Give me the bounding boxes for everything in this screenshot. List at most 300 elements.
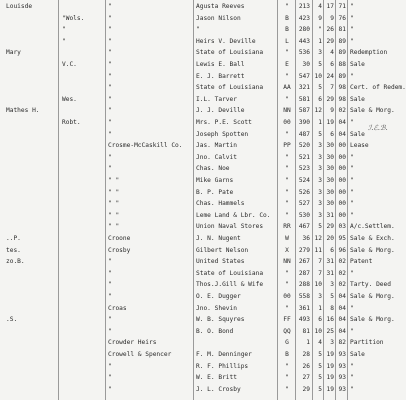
book-letter: L xyxy=(285,37,289,45)
year: 02 xyxy=(338,281,346,289)
year: 88 xyxy=(338,61,346,68)
page-number: 443 xyxy=(298,37,310,45)
book-letter: " xyxy=(285,130,289,138)
grantee-name: Jas. Martin xyxy=(196,142,237,150)
instrument-type: " xyxy=(350,385,354,393)
page-number: 26 xyxy=(302,362,310,370)
book-letter: B xyxy=(285,351,289,358)
day: 19 xyxy=(326,362,334,370)
ledger-row xyxy=(0,175,400,186)
ledger-row xyxy=(0,291,400,302)
grantor-surname: " xyxy=(108,316,112,324)
ledger-row xyxy=(0,129,400,140)
page-number: 526 xyxy=(298,188,310,196)
instrument-type: Sale xyxy=(350,130,365,138)
book-letter: " xyxy=(285,165,289,173)
year: 93 xyxy=(338,374,346,382)
grantor-surname: " xyxy=(108,14,112,22)
book-letter: " xyxy=(285,281,289,289)
month: 12 xyxy=(314,107,322,115)
month: 3 xyxy=(318,153,322,161)
year: 98 xyxy=(338,95,346,103)
month: 3 xyxy=(318,142,322,150)
ledger-row xyxy=(0,71,400,82)
year: 03 xyxy=(338,223,346,231)
grantor-surname: " xyxy=(108,130,112,138)
grantor-surname: " " xyxy=(108,188,120,196)
year: 89 xyxy=(338,37,346,45)
grantee-name: Joseph Spotten xyxy=(196,130,249,138)
ledger-row xyxy=(0,361,400,372)
page-number: 524 xyxy=(298,177,310,184)
grantee-name: State of Louisiana xyxy=(196,269,264,277)
month: 5 xyxy=(318,374,322,382)
book-letter: " xyxy=(285,95,289,103)
grantee-name: Chas. Noe xyxy=(196,165,230,173)
grantor-surname: " xyxy=(108,153,112,161)
year: 04 xyxy=(338,293,346,300)
year: 76 xyxy=(338,14,346,22)
day: 24 xyxy=(326,72,334,80)
month: 6 xyxy=(318,95,322,103)
grantor-surname: " xyxy=(108,3,112,10)
day: 20 xyxy=(326,235,334,242)
day: 6 xyxy=(330,246,334,254)
grantor-surname: " xyxy=(108,258,112,266)
book-letter: " xyxy=(285,188,289,196)
grantor-surname: Croas xyxy=(108,304,127,312)
grantor-surname: Crosby xyxy=(108,246,131,254)
grantor-surname: " xyxy=(108,119,112,126)
page-number: 523 xyxy=(298,165,310,173)
year: 82 xyxy=(338,339,346,347)
day: 6 xyxy=(330,61,334,68)
year: 00 xyxy=(338,188,346,196)
instrument-type: A/c.Settlem. xyxy=(350,223,395,231)
day: 29 xyxy=(326,37,334,45)
year: 00 xyxy=(338,211,346,219)
month: " xyxy=(318,26,322,34)
month: 10 xyxy=(314,72,322,80)
book-letter: NN xyxy=(283,258,291,266)
year: 04 xyxy=(338,316,346,324)
page-number: 1 xyxy=(306,339,310,347)
book-letter: AA xyxy=(283,84,291,92)
day: 31 xyxy=(326,211,334,219)
grantor-given-name: tes. xyxy=(6,246,21,254)
day: 3 xyxy=(330,281,334,289)
day: 29 xyxy=(326,223,334,231)
month: 10 xyxy=(314,327,322,335)
month: 5 xyxy=(318,351,322,358)
ledger-row xyxy=(0,349,400,360)
instrument-type: " xyxy=(350,153,354,161)
instrument-type: " xyxy=(350,374,354,382)
grantor-middle: Wes. xyxy=(62,95,77,103)
grantor-surname: " xyxy=(108,84,112,92)
month: 5 xyxy=(318,130,322,138)
ledger-row xyxy=(0,337,400,348)
ledger-row xyxy=(0,24,400,35)
grantor-given-name: .S. xyxy=(6,316,18,324)
book-letter: RR xyxy=(283,223,291,231)
book-letter: B xyxy=(285,14,289,22)
instrument-type: " xyxy=(350,269,354,277)
grantee-name: State of Louisiana xyxy=(196,84,264,92)
instrument-type: " xyxy=(350,26,354,34)
month: 5 xyxy=(318,61,322,68)
grantee-name: " xyxy=(196,26,200,34)
book-letter: PP xyxy=(283,142,291,150)
instrument-type: Sale xyxy=(350,61,365,68)
year: 00 xyxy=(338,142,346,150)
page-number: 423 xyxy=(298,14,310,22)
day: 19 xyxy=(326,119,334,126)
ledger-row xyxy=(0,198,400,209)
month: 4 xyxy=(318,339,322,347)
page-number: 28 xyxy=(302,351,310,358)
day: 5 xyxy=(330,293,334,300)
grantee-name: Agusta Reeves xyxy=(196,3,245,10)
book-letter: G xyxy=(285,339,289,347)
grantee-name: State of Louisiana xyxy=(196,49,264,57)
ledger-row xyxy=(0,163,400,174)
grantor-surname: " " xyxy=(108,177,120,184)
instrument-type: " xyxy=(350,72,354,80)
year: 02 xyxy=(338,269,346,277)
year: 93 xyxy=(338,385,346,393)
grantor-middle: V.C. xyxy=(62,61,77,68)
grantor-surname: " xyxy=(108,362,112,370)
grantor-given-name: zo.B. xyxy=(6,258,25,266)
page-number: 279 xyxy=(298,246,310,254)
ledger-row xyxy=(0,47,400,58)
instrument-type: " xyxy=(350,200,354,208)
grantee-name: United States xyxy=(196,258,245,266)
page-number: 390 xyxy=(298,119,310,126)
instrument-type: " xyxy=(350,188,354,196)
ledger-row xyxy=(0,303,400,314)
day: 31 xyxy=(326,269,334,277)
instrument-type: " xyxy=(350,362,354,370)
month: 3 xyxy=(318,293,322,300)
grantee-name: J. J. Deville xyxy=(196,107,245,115)
ledger-row xyxy=(0,256,400,267)
day: 30 xyxy=(326,153,334,161)
grantee-name: Leme Land & Lbr. Co. xyxy=(196,211,271,219)
grantor-surname: " xyxy=(108,385,112,393)
book-letter: " xyxy=(285,374,289,382)
book-letter: " xyxy=(285,385,289,393)
page-number: 287 xyxy=(298,269,310,277)
book-letter: " xyxy=(285,269,289,277)
month: 1 xyxy=(318,37,322,45)
book-letter: 00 xyxy=(283,119,291,126)
grantee-name: Chas. Hammels xyxy=(196,200,245,208)
year: 04 xyxy=(338,130,346,138)
ledger-row xyxy=(0,13,400,24)
day: 7 xyxy=(330,84,334,92)
ledger-row xyxy=(0,1,400,12)
grantor-surname: " " xyxy=(108,200,120,208)
grantee-name: R. F. Phillips xyxy=(196,362,249,370)
grantor-surname: Croone xyxy=(108,235,131,242)
month: 3 xyxy=(318,49,322,57)
instrument-type: " xyxy=(350,327,354,335)
ledger-row xyxy=(0,372,400,383)
ledger-row xyxy=(0,326,400,337)
book-letter: " xyxy=(285,177,289,184)
day: 30 xyxy=(326,177,334,184)
page-number: 288 xyxy=(298,281,310,289)
instrument-type: " xyxy=(350,37,354,45)
instrument-type: Partition xyxy=(350,339,384,347)
grantor-surname: " xyxy=(108,327,112,335)
grantee-name: J. N. Nugent xyxy=(196,235,241,242)
month: 4 xyxy=(318,3,322,10)
year: 02 xyxy=(338,258,346,266)
grantee-name: Jason Nilson xyxy=(196,14,241,22)
grantor-given-name: ..P. xyxy=(6,235,21,242)
page-number: 467 xyxy=(298,223,310,231)
year: 71 xyxy=(338,3,346,10)
day: 16 xyxy=(326,316,334,324)
ledger-row xyxy=(0,210,400,221)
book-letter: X xyxy=(285,246,289,254)
day: 9 xyxy=(330,14,334,22)
instrument-type: " xyxy=(350,3,354,10)
grantor-surname: " xyxy=(108,95,112,103)
book-letter: QQ xyxy=(283,327,291,335)
grantor-surname: " xyxy=(108,293,112,300)
ledger-row xyxy=(0,279,400,290)
ledger-row xyxy=(0,221,400,232)
instrument-type: Sale & Morg. xyxy=(350,246,395,254)
grantor-surname: " " xyxy=(108,223,120,231)
year: 98 xyxy=(338,84,346,92)
day: 8 xyxy=(330,304,334,312)
grantor-surname: " xyxy=(108,107,112,115)
month: 11 xyxy=(314,246,322,254)
page-number: 213 xyxy=(298,3,310,10)
ledger-row xyxy=(0,245,400,256)
instrument-type: Sale & Morg. xyxy=(350,316,395,324)
month: 7 xyxy=(318,269,322,277)
page-number: 81 xyxy=(302,327,310,335)
grantee-name: B. P. Pate xyxy=(196,188,234,196)
year: 04 xyxy=(338,327,346,335)
page-number: 280 xyxy=(298,26,310,34)
grantor-surname: " xyxy=(108,269,112,277)
grantor-surname: Crowder Heirs xyxy=(108,339,157,347)
book-letter: " xyxy=(285,153,289,161)
month: 6 xyxy=(318,316,322,324)
instrument-type: " xyxy=(350,211,354,219)
grantee-name: Mike Garns xyxy=(196,177,234,184)
month: 12 xyxy=(314,235,322,242)
day: 30 xyxy=(326,142,334,150)
page-number: 30 xyxy=(302,61,310,68)
page-number: 581 xyxy=(298,95,310,103)
page-number: 493 xyxy=(298,316,310,324)
grantor-middle: " xyxy=(62,26,66,34)
month: 7 xyxy=(318,258,322,266)
page-number: 267 xyxy=(298,258,310,266)
page-number: 547 xyxy=(298,72,310,80)
page-number: 587 xyxy=(298,107,310,115)
grantor-given-name: Mathes H. xyxy=(6,107,40,115)
page-number: 487 xyxy=(298,130,310,138)
grantor-given-name: Louisde xyxy=(6,3,33,10)
grantee-name: F. M. Denninger xyxy=(196,351,252,358)
ledger-row xyxy=(0,314,400,325)
grantee-name: Lewis E. Ball xyxy=(196,61,245,68)
page-number: 361 xyxy=(298,304,310,312)
book-letter: W xyxy=(285,235,289,242)
grantee-name: W. B. Squyres xyxy=(196,316,245,324)
grantee-name: Thos.J.Gill & Wife xyxy=(196,281,264,289)
grantor-surname: " xyxy=(108,72,112,80)
ledger-row xyxy=(0,140,400,151)
year: 04 xyxy=(338,304,346,312)
year: 93 xyxy=(338,351,346,358)
ledger-row xyxy=(0,233,400,244)
month: 3 xyxy=(318,211,322,219)
book-letter: " xyxy=(285,211,289,219)
grantor-surname: " xyxy=(108,49,112,57)
book-letter: " xyxy=(285,49,289,57)
day: 19 xyxy=(326,374,334,382)
year: 81 xyxy=(338,26,346,34)
grantee-name: J. L. Crosby xyxy=(196,385,241,393)
day: 4 xyxy=(330,49,334,57)
page-number: 536 xyxy=(298,49,310,57)
instrument-type: Lease xyxy=(350,142,369,150)
grantor-surname: " xyxy=(108,165,112,173)
page-number: 27 xyxy=(302,374,310,382)
ledger-row xyxy=(0,268,400,279)
page-number: 527 xyxy=(298,200,310,208)
ledger-row xyxy=(0,152,400,163)
year: 93 xyxy=(338,362,346,370)
page-number: 558 xyxy=(298,293,310,300)
year: 02 xyxy=(338,107,346,115)
page-number: 36 xyxy=(302,235,310,242)
page-number: 29 xyxy=(302,385,310,393)
day: 3 xyxy=(330,339,334,347)
grantee-name: E. J. Barrett xyxy=(196,72,245,80)
instrument-type: " xyxy=(350,304,354,312)
book-letter: B xyxy=(285,26,289,34)
book-letter: FF xyxy=(283,316,291,324)
grantor-surname: " xyxy=(108,374,112,382)
day: 25 xyxy=(326,327,334,335)
ledger-row xyxy=(0,384,400,395)
instrument-type: Tarty. Deed xyxy=(350,281,391,289)
ledger-row xyxy=(0,117,400,128)
handwritten-mark: ℐ.ℰ.ℬ. xyxy=(368,124,388,132)
page-number: 321 xyxy=(298,84,310,92)
grantor-surname: " xyxy=(108,61,112,68)
day: 30 xyxy=(326,200,334,208)
year: 89 xyxy=(338,49,346,57)
instrument-type: " xyxy=(350,177,354,184)
month: 3 xyxy=(318,188,322,196)
grantee-name: Jno. Shevin xyxy=(196,304,237,312)
instrument-type: " xyxy=(350,165,354,173)
instrument-type: Patent xyxy=(350,258,373,266)
year: 89 xyxy=(338,72,346,80)
grantor-surname: Crowell & Spencer xyxy=(108,351,172,358)
grantee-name: Gilbert Nelson xyxy=(196,246,249,254)
instrument-type: Redemption xyxy=(350,49,388,57)
instrument-type: " xyxy=(350,14,354,22)
grantee-name: O. E. Dugger xyxy=(196,293,241,300)
grantor-surname: " " xyxy=(108,211,120,219)
book-letter: 00 xyxy=(283,293,291,300)
ledger-row xyxy=(0,82,406,93)
instrument-type: Sale & Morg. xyxy=(350,293,395,300)
month: 3 xyxy=(318,200,322,208)
ledger-row xyxy=(0,59,400,70)
day: 26 xyxy=(326,26,334,34)
grantor-surname: " xyxy=(108,26,112,34)
grantee-name: B. O. Bond xyxy=(196,327,234,335)
month: 5 xyxy=(318,385,322,393)
book-letter: " xyxy=(285,72,289,80)
grantor-surname: " xyxy=(108,37,112,45)
page-number: 521 xyxy=(298,153,310,161)
day: 17 xyxy=(326,3,334,10)
grantor-middle: Robt. xyxy=(62,119,81,126)
day: 30 xyxy=(326,188,334,196)
grantee-name: Heirs V. Deville xyxy=(196,37,256,45)
instrument-type: Sale xyxy=(350,95,365,103)
day: 9 xyxy=(330,107,334,115)
grantor-surname: Crosme-McCaskill Co. xyxy=(108,142,183,150)
day: 19 xyxy=(326,351,334,358)
book-letter: NN xyxy=(283,107,291,115)
year: 95 xyxy=(338,235,346,242)
grantor-middle: "Wols. xyxy=(62,14,85,22)
day: 29 xyxy=(326,95,334,103)
instrument-type: Cert. of Redem. xyxy=(350,84,406,92)
grantor-given-name: Mary xyxy=(6,49,21,57)
page-number: 520 xyxy=(298,142,310,150)
grantee-name: I.L. Tarver xyxy=(196,95,237,103)
day: 6 xyxy=(330,130,334,138)
year: 00 xyxy=(338,200,346,208)
instrument-type: Sale & Exch. xyxy=(350,235,395,242)
month: 3 xyxy=(318,165,322,173)
book-letter: " xyxy=(285,3,289,10)
book-letter: " xyxy=(285,362,289,370)
month: 3 xyxy=(318,177,322,184)
grantee-name: Jno. Calvit xyxy=(196,153,237,161)
ledger-row xyxy=(0,187,400,198)
year: 00 xyxy=(338,165,346,173)
month: 5 xyxy=(318,362,322,370)
year: 00 xyxy=(338,153,346,161)
day: 30 xyxy=(326,165,334,173)
month: 5 xyxy=(318,84,322,92)
month: 1 xyxy=(318,119,322,126)
instrument-type: " xyxy=(350,119,354,126)
day: 31 xyxy=(326,258,334,266)
day: 19 xyxy=(326,385,334,393)
page-number: 530 xyxy=(298,211,310,219)
month: 10 xyxy=(314,281,322,289)
